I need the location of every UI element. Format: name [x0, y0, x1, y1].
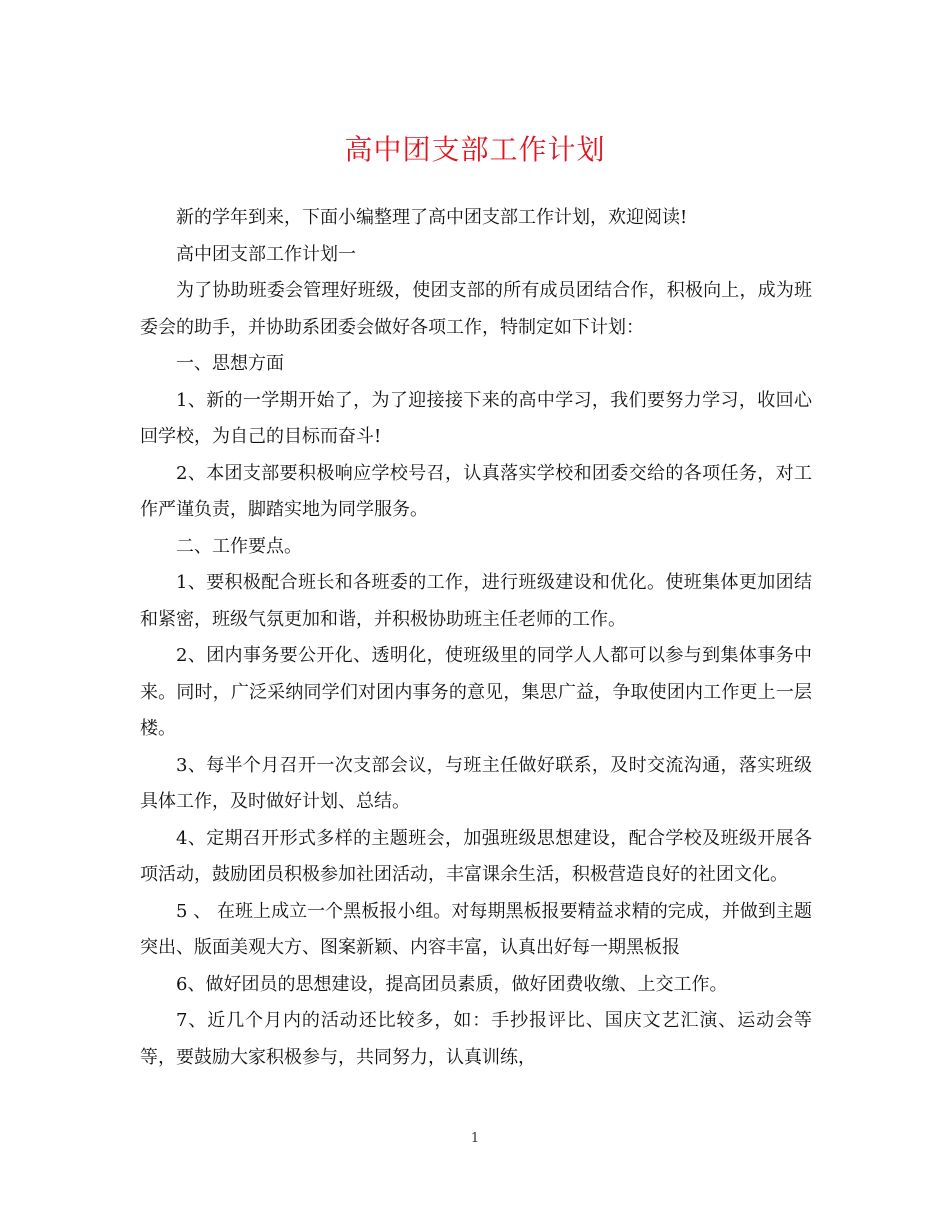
paragraph: 新的学年到来，下面小编整理了高中团支部工作计划，欢迎阅读!	[176, 207, 688, 228]
paragraph: 6、做好团员的思想建设，提高团员素质，做好团费收缴、上交工作。	[176, 973, 728, 995]
page-number: 1	[470, 1131, 480, 1146]
paragraph: 1、新的一学期开始了，为了迎接接下来的高中学习，我们要努力学习，收回心回学校，为自己的目标而奋斗!	[140, 389, 812, 447]
document-body	[140, 200, 812, 1076]
paragraph: 2、本团支部要积极响应学校号召，认真落实学校和团委交给的各项任务，对工作严谨负责，脚踏实地为同学服务。	[140, 462, 812, 520]
paragraph: 5 、 在班上成立一个黑板报小组。对每期黑板报要精益求精的完成，并做到主题突出、版面美观大方、图案新颖、内容丰富，认真出好每一期黑板报	[140, 900, 812, 958]
paragraph: 7、近几个月内的活动还比较多，如：手抄报评比、国庆文艺汇演、运动会等等，要鼓励大家积极参与，共同努力，认真训练，	[140, 1010, 812, 1068]
paragraph: 1、要积极配合班长和各班委的工作，进行班级建设和优化。使班集体更加团结和紧密，班级气氛更加和谐，并积极协助班主任老师的工作。	[140, 572, 812, 630]
document-title: 高中团支部工作计划	[344, 133, 606, 166]
section-heading: 一、思想方面	[176, 353, 284, 374]
paragraph: 4、定期召开形式多样的主题班会，加强班级思想建设，配合学校及班级开展各项活动，鼓励团员积极参加社团活动，丰富课余生活，积极营造良好的社团文化。	[140, 827, 812, 885]
section-heading: 二、工作要点。	[176, 535, 302, 557]
paragraph: 高中团支部工作计划一	[176, 243, 356, 265]
paragraph: 为了协助班委会管理好班级，使团支部的所有成员团结合作，积极向上，成为班委会的助手，并协助系团委会做好各项工作，特制定如下计划：	[140, 280, 812, 338]
paragraph: 2、团内事务要公开化、透明化，使班级里的同学人人都可以参与到集体事务中来。同时，广泛采纳同学们对团内事务的意见，集思广益，争取使团内工作更上一层楼。	[140, 645, 812, 739]
paragraph: 3、每半个月召开一次支部会议，与班主任做好联系，及时交流沟通，落实班级具体工作，及时做好计划、总结。	[140, 754, 812, 812]
